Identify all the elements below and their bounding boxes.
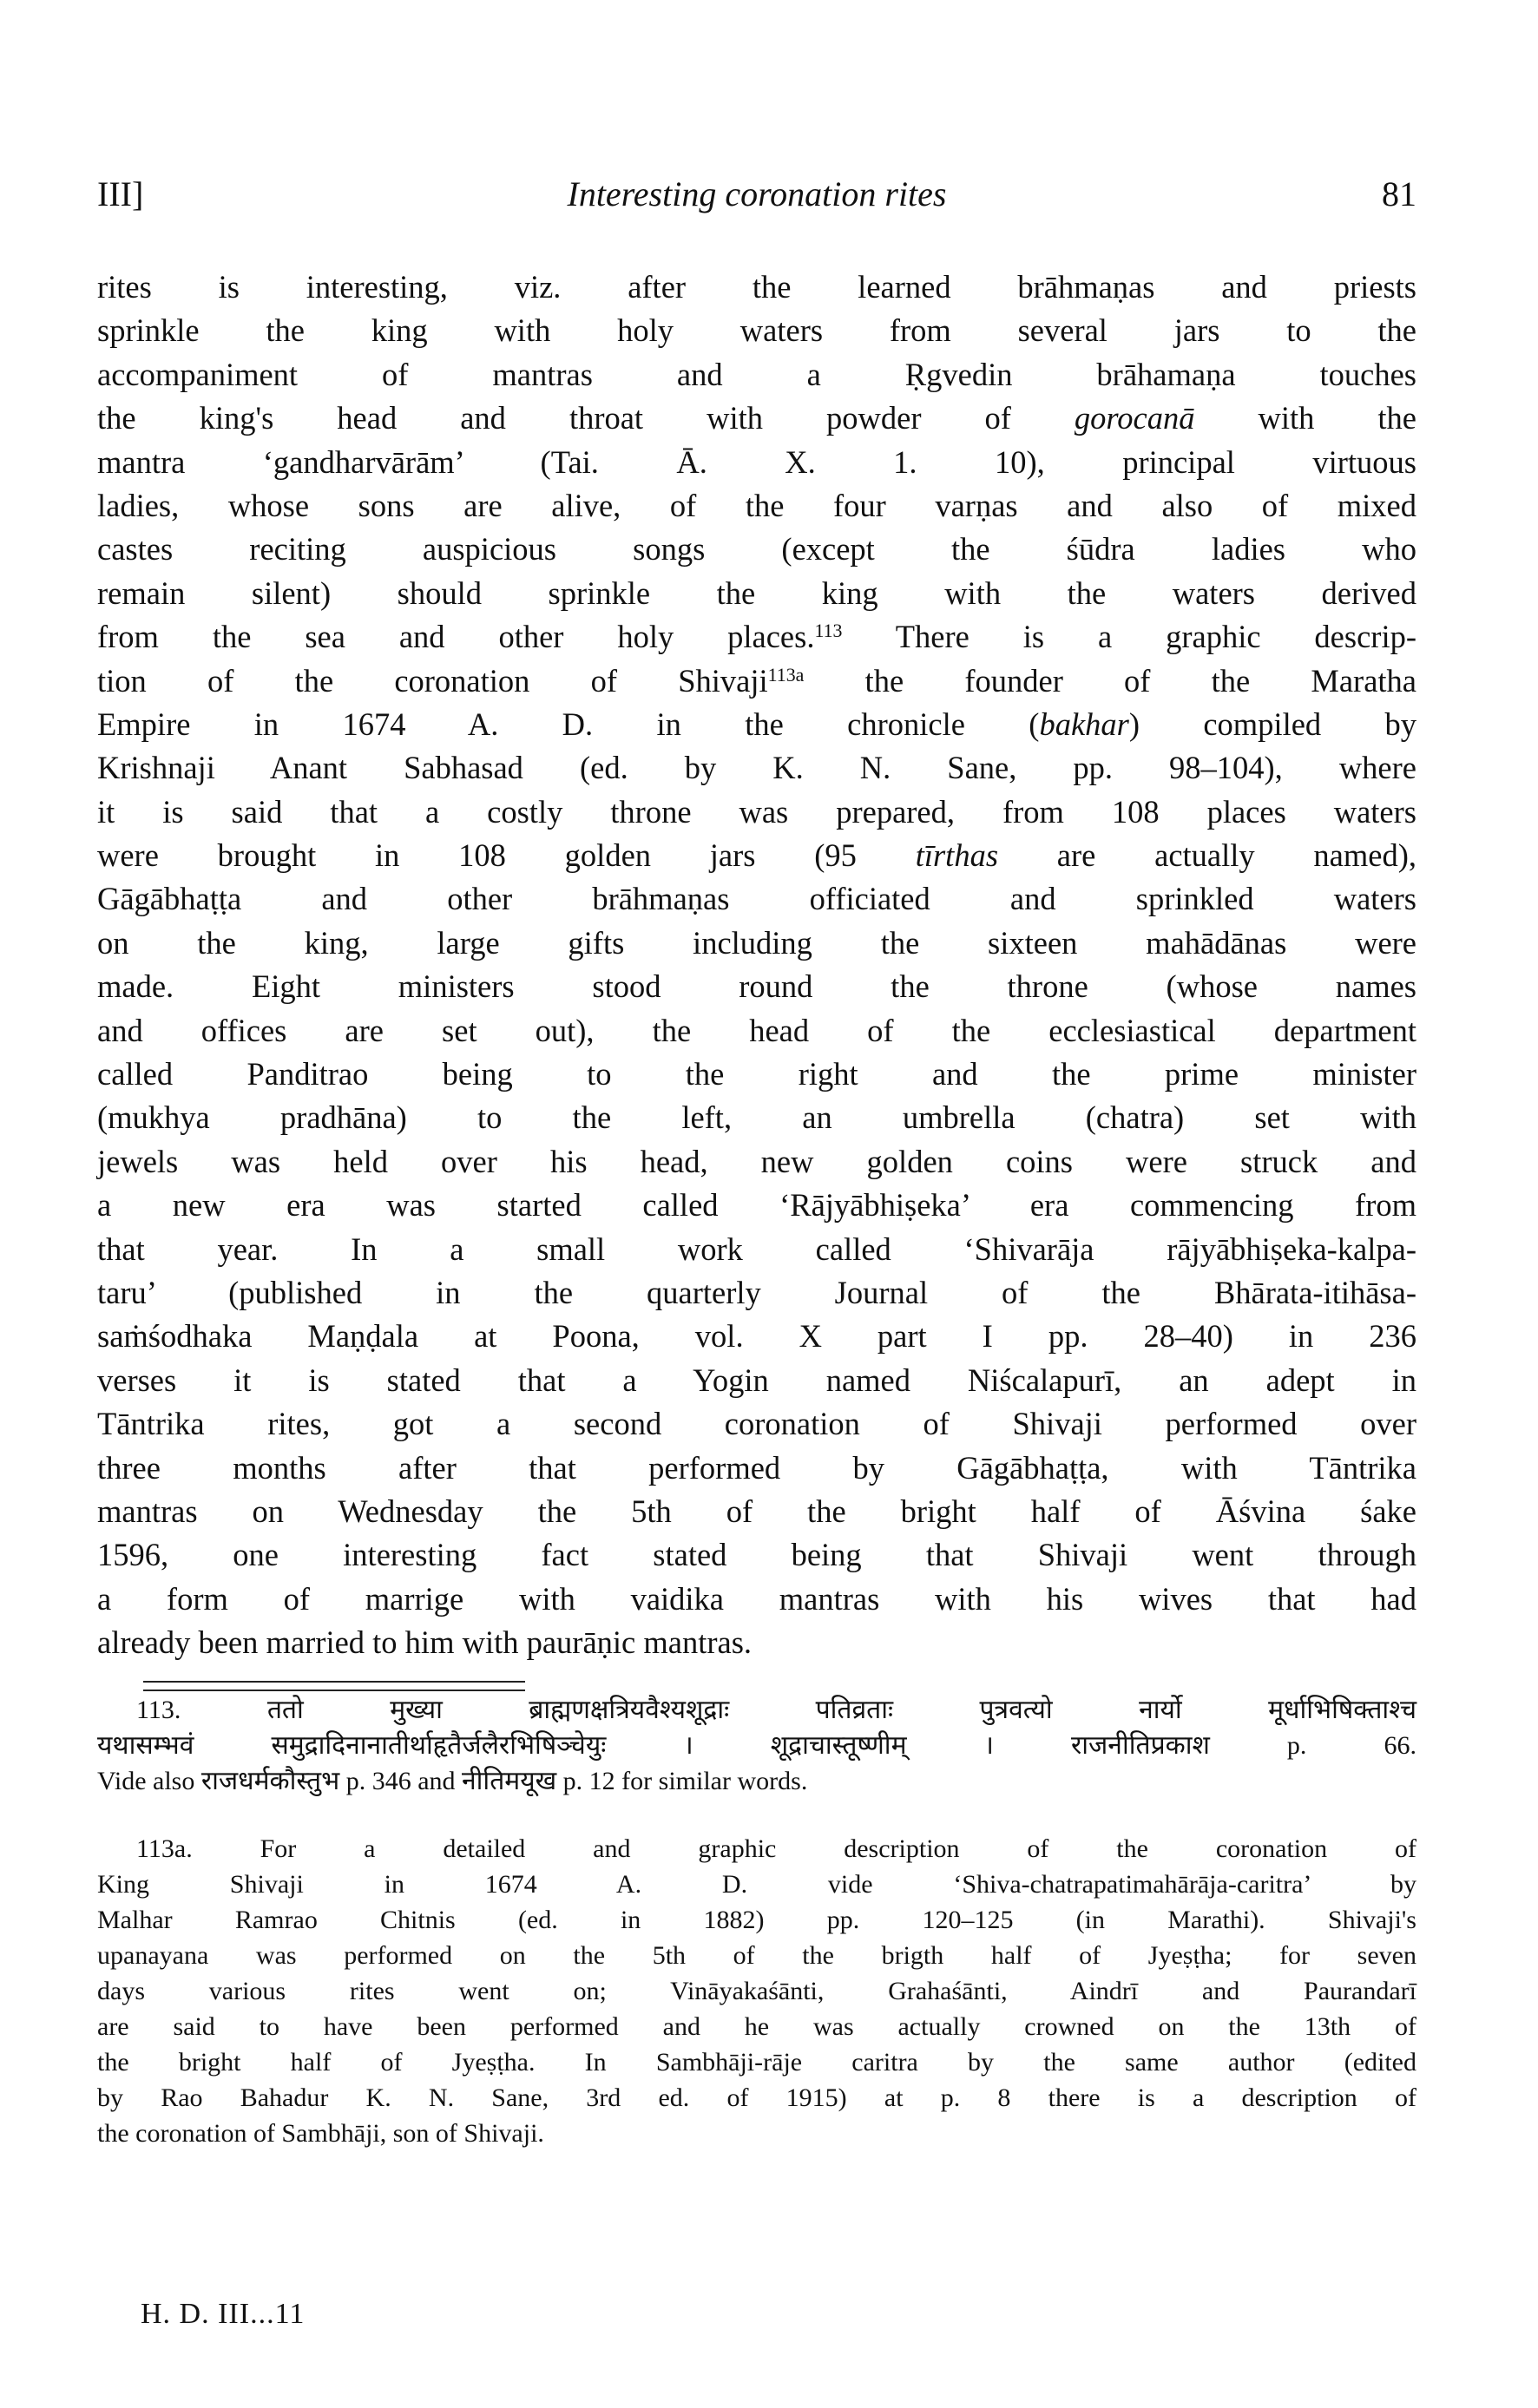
body-text-line: already been married to him with paurāṇic mantras.	[97, 1624, 753, 1661]
body-text-line: castes reciting auspicious songs (except the śūdra ladies who	[97, 531, 1416, 568]
footnote-113a-line: by Rao Bahadur K. N. Sane, 3rd ed. of 1915) at p. 8 there is a description of	[97, 2083, 1416, 2112]
body-text-line: ladies, whose sons are alive, of the four varṇas and also of mixed	[97, 487, 1416, 523]
body-text-line: Krishnaji Anant Sabhasad (ed. by K. N. Sane, pp. 98–104), where	[97, 750, 1416, 786]
body-text-line: (mukhya pradhāna) to the left, an umbrella (chatra) set with	[97, 1099, 1416, 1136]
body-text-line: made. Eight ministers stood round the throne (whose names	[97, 968, 1416, 1005]
body-text-line: verses it is stated that a Yogin named Niścalapurī, an adept in	[97, 1361, 1416, 1398]
body-text-line: mantras on Wednesday the 5th of the bright half of Āśvina śake	[97, 1493, 1416, 1529]
body-text-line: rites is interesting, viz. after the learned brāhmaṇas and priests	[97, 269, 1416, 305]
body-text-line: mantra ‘gandharvārām’ (Tai. Ā. X. 1. 10), principal virtuous	[97, 443, 1416, 480]
body-text-line: sprinkle the king with holy waters from several jars to the	[97, 312, 1416, 349]
body-text-line: three months after that performed by Gāgābhaṭṭa, with Tāntrika	[97, 1449, 1416, 1486]
footnote-113a-line: the coronation of Sambhāji, son of Shivaji.	[97, 2119, 544, 2148]
footnote-113a-line: are said to have been performed and he was actually crowned on the 13th of	[97, 2012, 1416, 2041]
body-text-line: taru’ (published in the quarterly Journal of the Bhārata-itihāsa-	[97, 1274, 1416, 1310]
body-text-line: on the king, large gifts including the sixteen mahādānas were	[97, 924, 1416, 961]
body-text-line: 1596, one interesting fact stated being that Shivaji went through	[97, 1537, 1416, 1573]
body-text-line: a new era was started called ‘Rājyābhiṣeka’ era commencing from	[97, 1187, 1416, 1224]
footnote-113-line: यथासम्भवं समुद्रादिनानातीर्थाहृतैर्जलैरभिषिञ्चेयुः । शूद्राचास्तूष्णीम् । राजनीतिप्रकाश p. 66.	[97, 1731, 1416, 1760]
body-text-line: the king's head and throat with powder of gorocanā with the	[97, 400, 1417, 436]
footnote-113a	[97, 1831, 1416, 2151]
body-text-line: it is said that a costly throne was prepared, from 108 places waters	[97, 793, 1416, 830]
footnote-113a-line: upanayana was performed on the 5th of the brigth half of Jyeṣṭha; for seven	[97, 1941, 1416, 1970]
footnote-113a-line: Malhar Ramrao Chitnis (ed. in 1882) pp. 120–125 (in Marathi). Shivaji's	[97, 1906, 1416, 1934]
footnote-113a-line: King Shivaji in 1674 A. D. vide ‘Shiva-chatrapatimahārāja-caritra’ by	[97, 1870, 1416, 1899]
footnote-113-line: 113. ततो मुख्या ब्राह्मणक्षत्रियवैश्यशूद्राः पतिव्रताः पुत्रवत्यो नार्यो मूर्धाभिषिक्ताश्च	[136, 1696, 1416, 1724]
body-text	[97, 266, 1416, 1665]
body-text-line: were brought in 108 golden jars (95 tīrthas are actually named),	[97, 837, 1416, 874]
footnote-113a-line: 113a. For a detailed and graphic description of the coronation of	[136, 1834, 1416, 1863]
page-number: 81	[1382, 174, 1416, 213]
footnote-rule	[143, 1681, 525, 1683]
body-text-line: tion of the coronation of Shivaji$^{113a}$ the founder of the Maratha	[97, 662, 1416, 699]
footnote-113a-line: the bright half of Jyeṣṭha. In Sambhāji-rāje caritra by the same author (edited	[97, 2048, 1416, 2077]
footnote-113-line: Vide also राजधर्मकौस्तुभ p. 346 and नीतिमयूख p. 12 for similar words.	[97, 1767, 808, 1795]
body-text-line: called Panditrao being to the right and the prime minister	[97, 1056, 1416, 1092]
footnote-113	[97, 1692, 1416, 1799]
body-text-line: Gāgābhaṭṭa and other brāhmaṇas officiated and sprinkled waters	[97, 881, 1416, 917]
body-text-line: accompaniment of mantras and a Ṛgvedin brāhamaṇa touches	[97, 356, 1416, 392]
signature-mark: H. D. III...11	[141, 2298, 306, 2330]
body-text-line: Tāntrika rites, got a second coronation of Shivaji performed over	[97, 1406, 1416, 1442]
running-title: Interesting coronation rites	[567, 174, 947, 213]
body-text-line: and offices are set out), the head of the ecclesiastical department	[97, 1012, 1416, 1048]
body-text-line: a form of marrige with vaidika mantras with his wives that had	[97, 1580, 1416, 1617]
body-text-line: from the sea and other holy places.$^{113}$ There is a graphic descrip-	[97, 619, 1416, 655]
body-text-line: jewels was held over his head, new golden coins were struck and	[97, 1143, 1416, 1179]
body-text-line: saṁśodhaka Maṇḍala at Poona, vol. X part I pp. 28–40) in 236	[97, 1318, 1416, 1355]
running-header	[97, 174, 1416, 226]
footnote-rule	[143, 1690, 525, 1691]
section-number: III]	[97, 174, 144, 213]
body-text-line: remain silent) should sprinkle the king with the waters derived	[97, 574, 1416, 611]
body-text-line: that year. In a small work called ‘Shivarāja rājyābhiṣeka-kalpa-	[97, 1230, 1416, 1267]
footnote-113a-line: days various rites went on; Vināyakaśānti, Grahaśānti, Aindrī and Paurandarī	[97, 1977, 1416, 2005]
body-text-line: Empire in 1674 A. D. in the chronicle (bakhar) compiled by	[97, 705, 1417, 742]
